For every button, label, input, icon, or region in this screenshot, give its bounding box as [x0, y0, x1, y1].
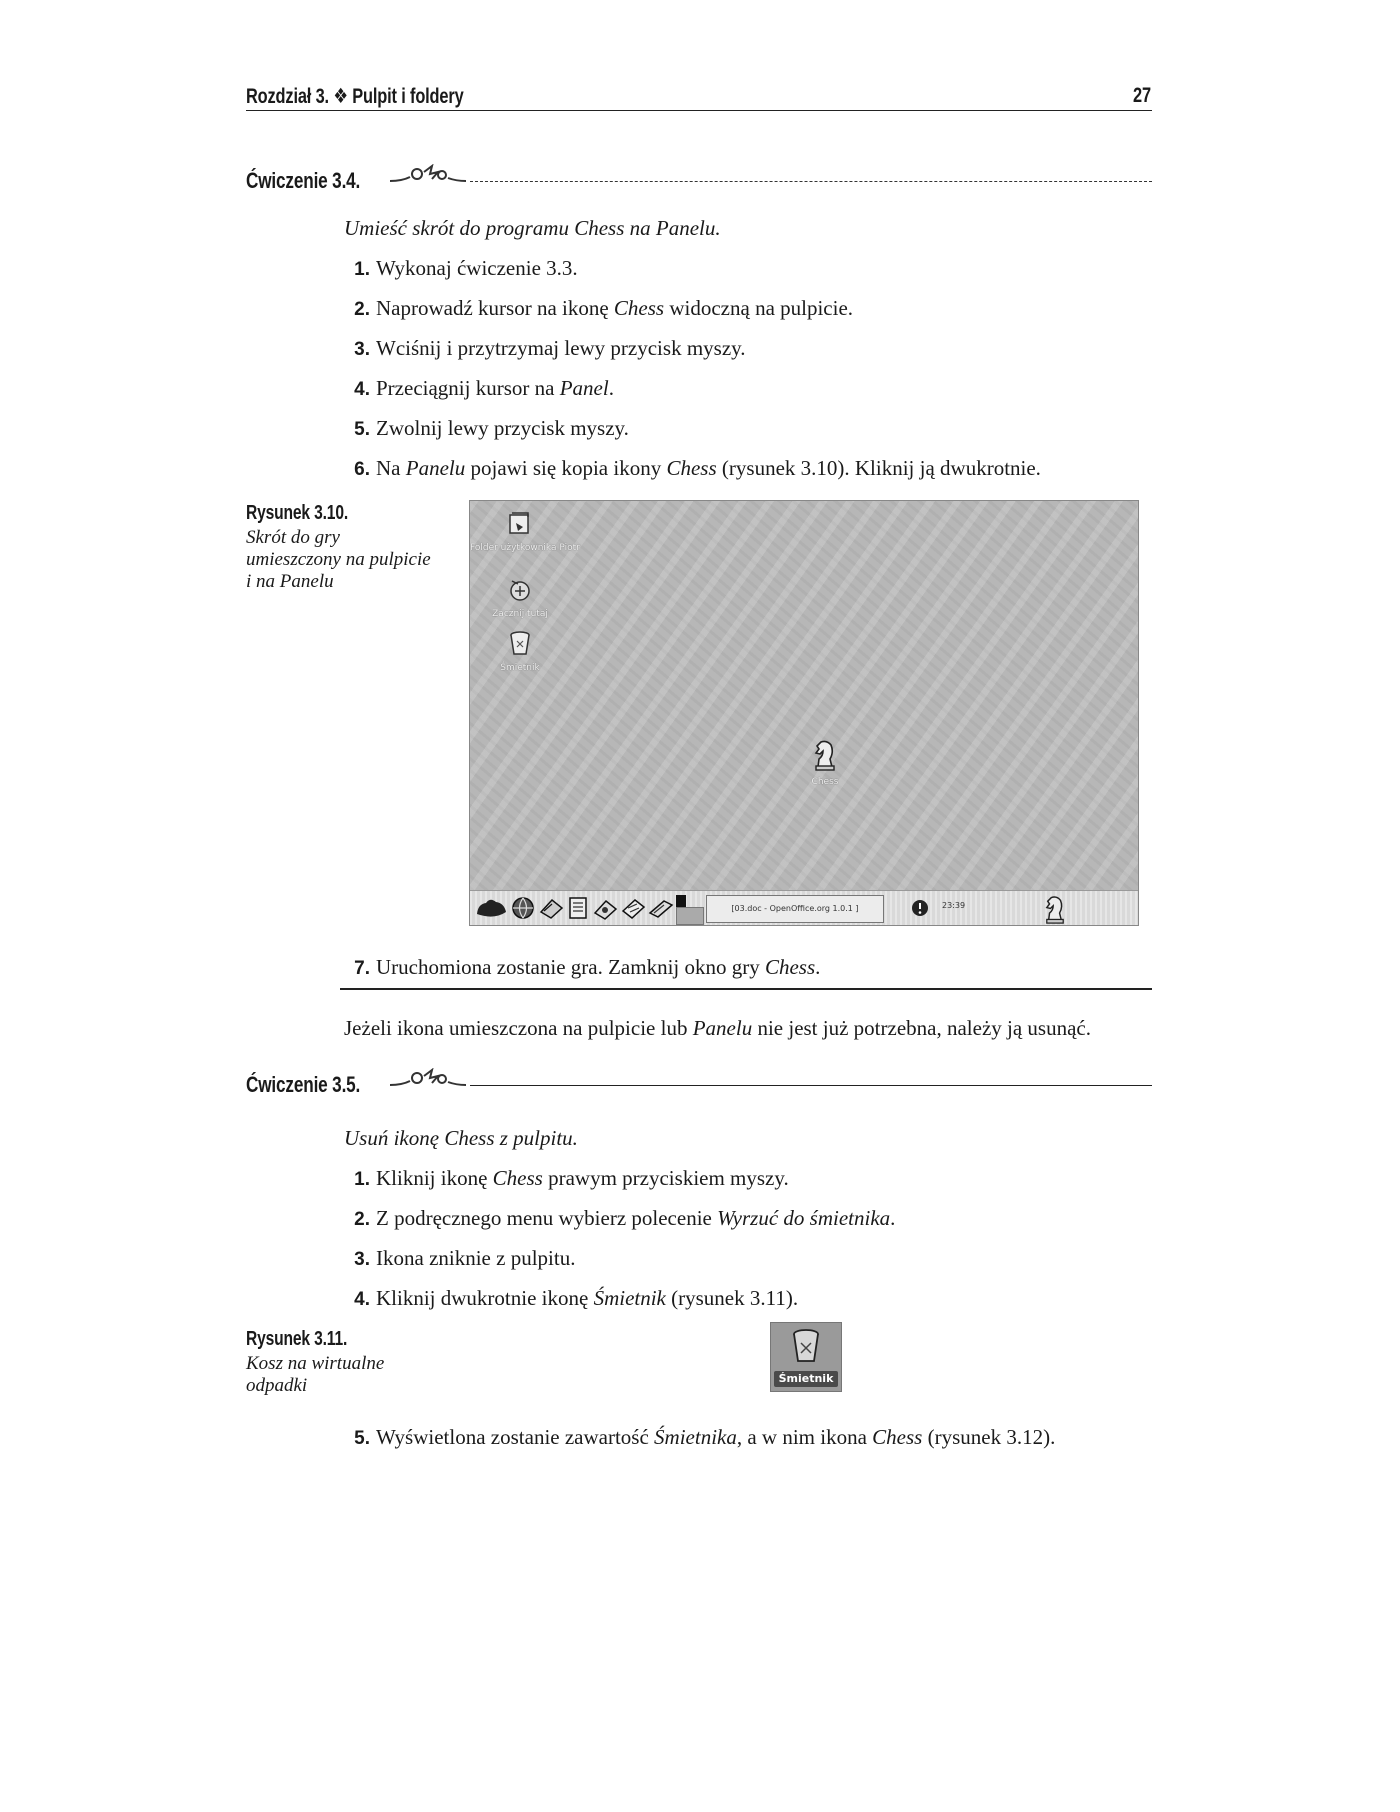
step-item: 3. Ikona zniknie z pulpitu. [354, 1246, 576, 1270]
exercise-end-rule [340, 988, 1152, 990]
page-number: 27 [1133, 84, 1151, 107]
figure-3-11-label: Rysunek 3.11. [246, 1328, 348, 1350]
exercise-3-5-title: Ćwiczenie 3.5. [246, 1072, 361, 1097]
figure-3-11-caption: Kosz na wirtualne odpadki [246, 1353, 385, 1396]
desktop-icon-user-folder[interactable]: Folder użytkownika Piotr [470, 509, 570, 553]
figure-3-10-caption: Skrót do gry umieszczony na pulpicie i na Panelu [246, 527, 431, 592]
step-item: 5. Wyświetlona zostanie zawartość Śmietnika, a w nim ikona Chess (rysunek 3.12). [354, 1425, 1056, 1449]
figure-3-10-label: Rysunek 3.10. [246, 502, 349, 524]
browser-globe-icon[interactable] [510, 896, 536, 920]
header-rule [246, 110, 1152, 111]
chapter-label: Rozdział 3. [246, 85, 329, 108]
ornament-icon [388, 1068, 468, 1090]
step-item: 2. Z podręcznego menu wybierz polecenie Wyrzuć do śmietnika. [354, 1206, 896, 1230]
impress-presentation-icon[interactable] [592, 895, 618, 921]
header-bullet: ❖ [333, 85, 348, 108]
writer-document-icon[interactable] [566, 895, 590, 921]
panel-clock[interactable]: 23:39 [942, 901, 966, 910]
update-notifier-icon[interactable] [910, 898, 930, 918]
step-item: 7. Uruchomiona zostanie gra. Zamknij okno gry Chess. [354, 955, 821, 979]
ornament-icon [388, 164, 468, 186]
workspace-switcher-active[interactable] [676, 895, 686, 907]
exercise-3-5-rule [470, 1085, 1152, 1086]
chess-knight-icon [809, 737, 841, 771]
section-title: Pulpit i foldery [352, 85, 464, 108]
step-item: 6. Na Panelu pojawi się kopia ikony Chess (rysunek 3.10). Kliknij ją dwukrotnie. [354, 456, 1041, 480]
print-manager-icon[interactable] [648, 895, 674, 921]
step-item: 2. Naprowadź kursor na ikonę Chess widoczną na pulpicie. [354, 296, 854, 320]
running-header [246, 84, 464, 109]
red-hat-menu-icon[interactable] [474, 894, 510, 922]
panel-chess-launcher-icon[interactable] [1040, 893, 1070, 924]
folder-icon [506, 509, 534, 537]
step-item: 1. Wykonaj ćwiczenie 3.3. [354, 256, 578, 280]
start-here-icon [506, 577, 534, 603]
step-item: 3. Wciśnij i przytrzymaj lewy przycisk myszy. [354, 336, 746, 360]
step-item: 5. Zwolnij lewy przycisk myszy. [354, 416, 629, 440]
mail-icon[interactable] [538, 896, 564, 920]
workspace-switcher[interactable] [676, 907, 704, 925]
exercise-3-4-task: Umieść skrót do programu Chess na Panelu. [344, 216, 721, 240]
step-item: 4. Kliknij dwukrotnie ikonę Śmietnik (rysunek 3.11). [354, 1286, 799, 1310]
exercise-3-5-task: Usuń ikonę Chess z pulpitu. [344, 1126, 578, 1150]
note-paragraph: Jeżeli ikona umieszczona na pulpicie lub Panelu nie jest już potrzebna, należy ją usunąć. [344, 1016, 1091, 1040]
step-item: 1. Kliknij ikonę Chess prawym przyciskiem myszy. [354, 1166, 789, 1190]
trash-icon-figure [770, 1322, 842, 1392]
taskbar-window-button[interactable]: [03.doc - OpenOffice.org 1.0.1 ] [706, 895, 884, 923]
desktop-icon-chess[interactable]: Chess [795, 737, 855, 787]
trash-bin-icon [790, 1327, 822, 1365]
trash-icon [507, 629, 533, 657]
desktop-icon-start-here[interactable]: Zacznij tutaj [470, 577, 570, 619]
trash-icon-label: Śmietnik [774, 1371, 838, 1387]
desktop-icon-trash[interactable]: Śmietnik [470, 629, 570, 673]
exercise-3-4-title: Ćwiczenie 3.4. [246, 168, 361, 193]
desktop-screenshot [469, 500, 1139, 926]
calc-spreadsheet-icon[interactable] [620, 895, 646, 921]
gnome-panel [470, 890, 1138, 925]
exercise-3-4-dashed-rule [470, 181, 1152, 182]
step-item: 4. Przeciągnij kursor na Panel. [354, 376, 614, 400]
